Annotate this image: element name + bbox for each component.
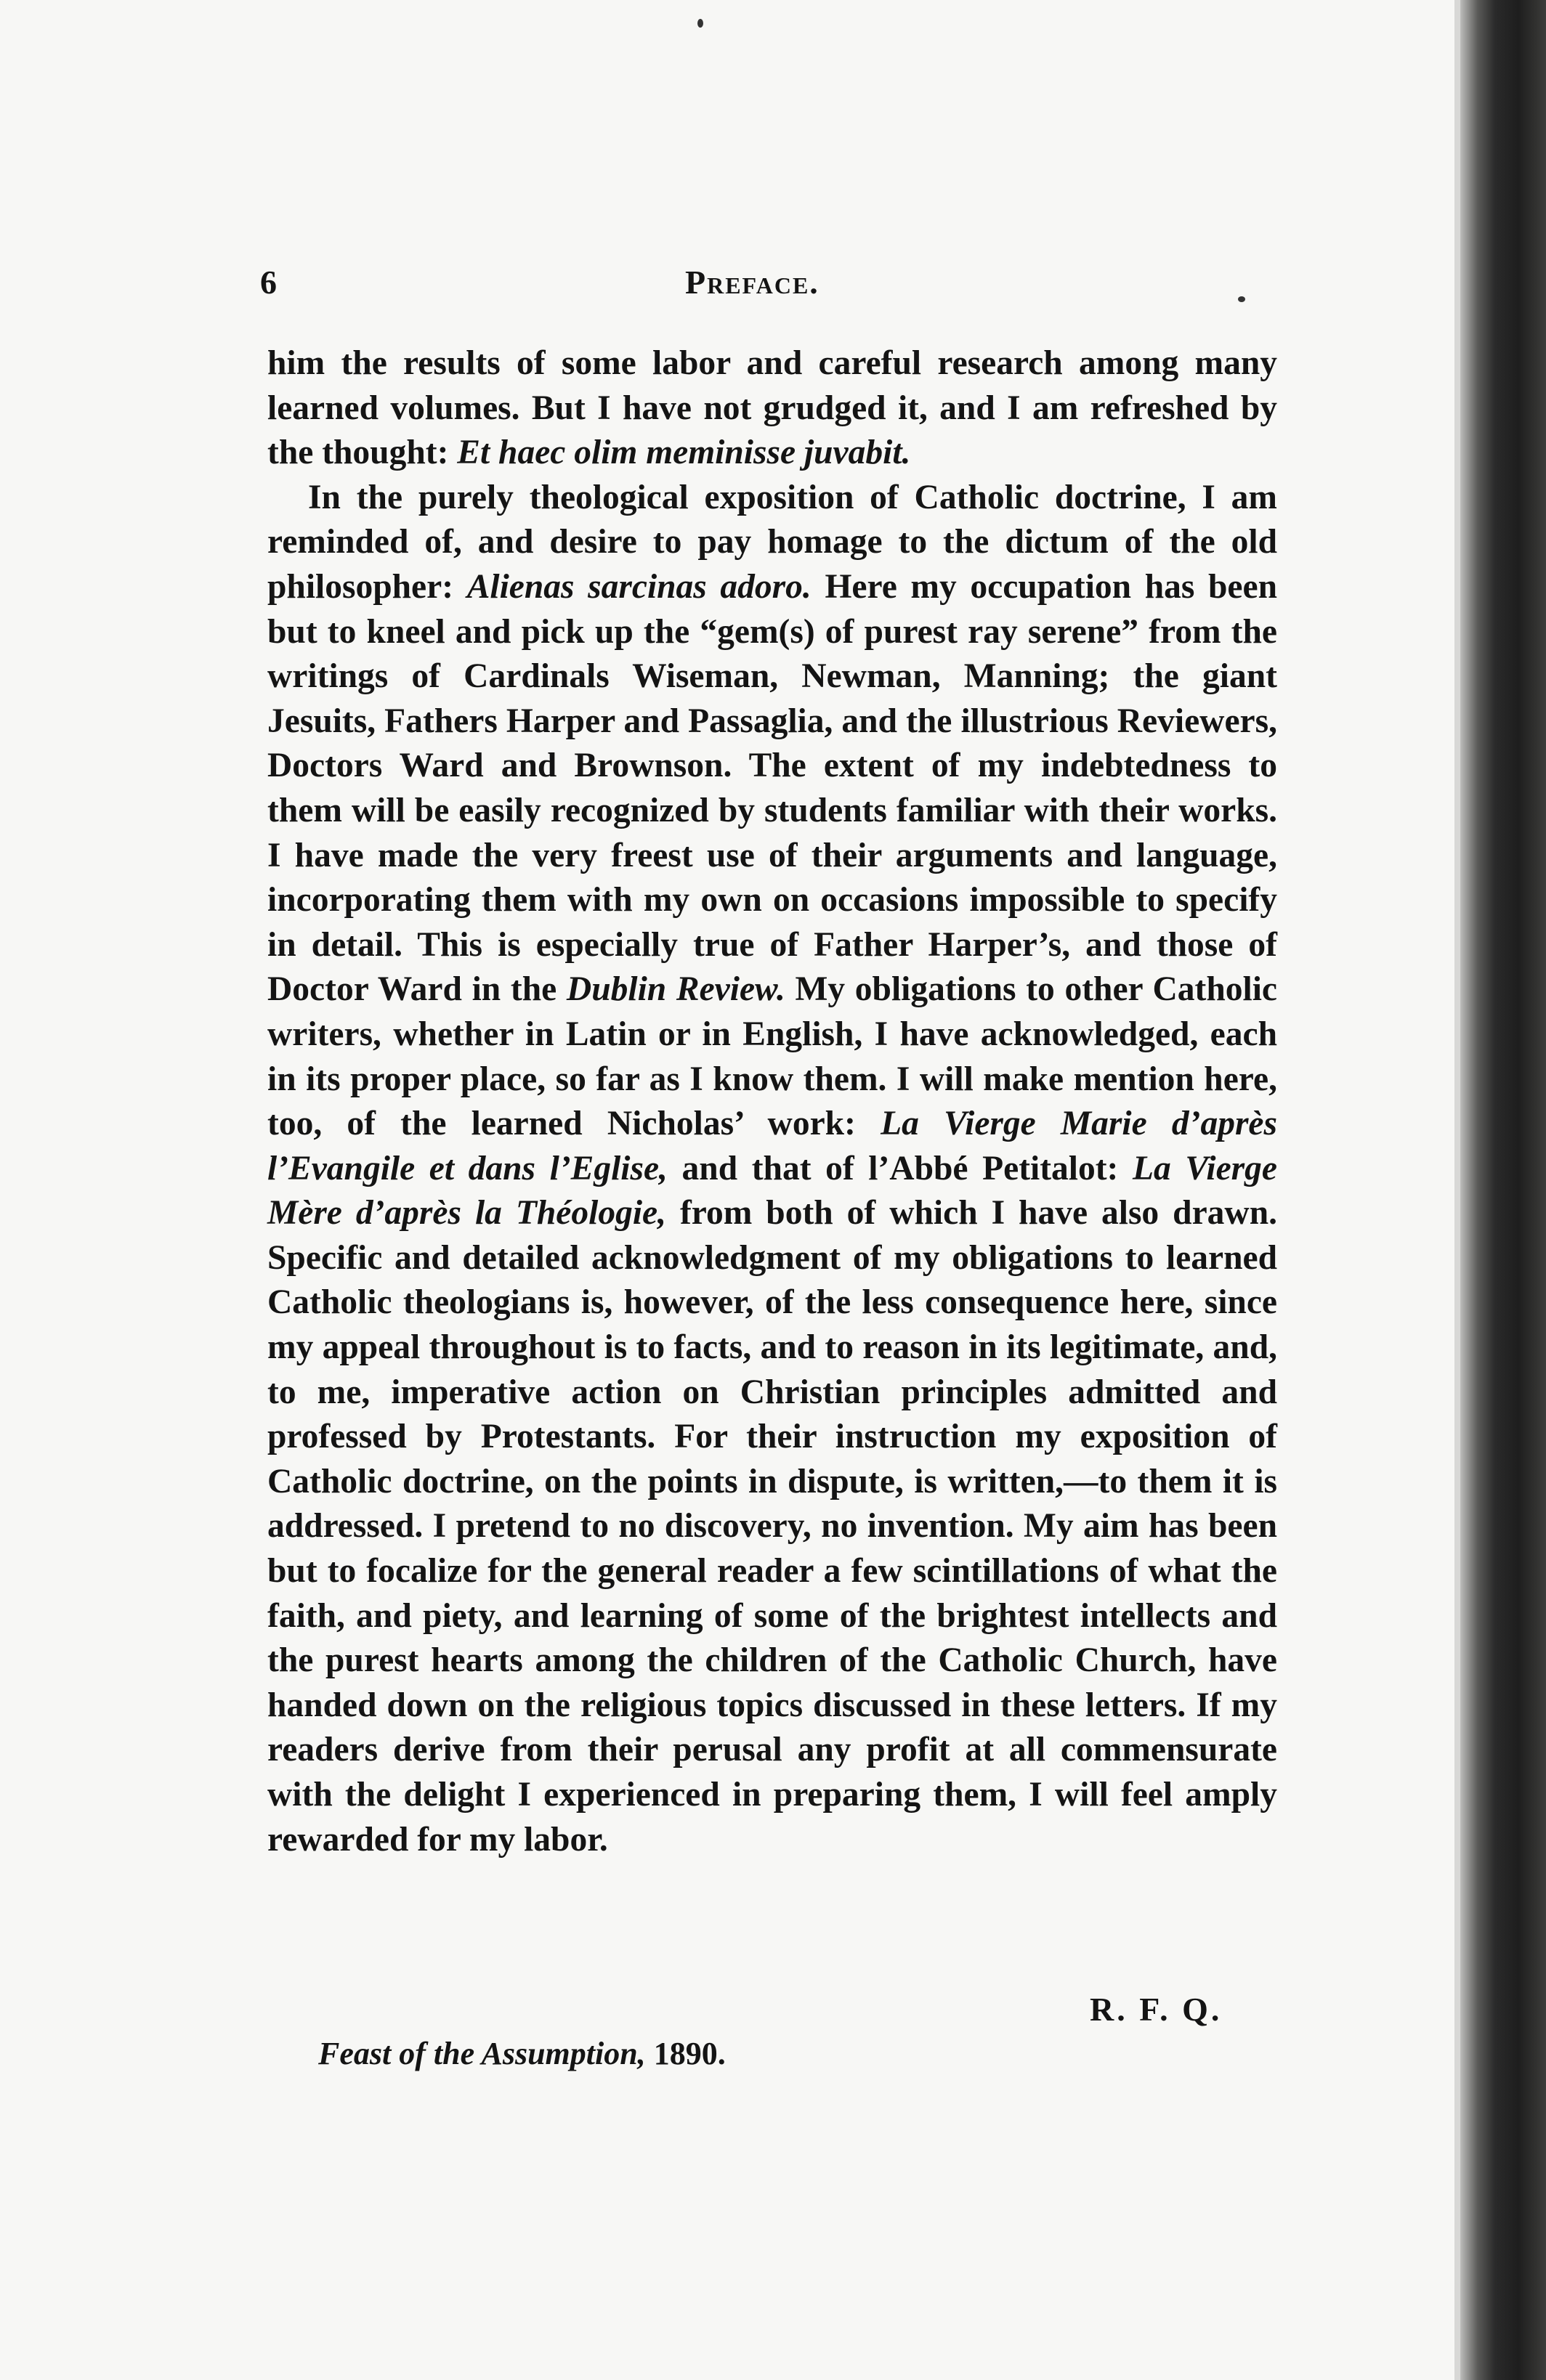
text-run: from both of which I have also drawn. Specific and detailed acknowledgment of my obligations to learned Catholic theologians is, however, of the less consequence here, since my appeal throughout is to facts, and to reason in its legitimate, and, to me, imperative action on Christian principles admitted and professed by Protestants. For their instruction my exposition of Catholic doctrine, on the points in dispute, is written,—to them it is addressed. I pretend to no discovery, no invention. My aim has been but to focalize for the general reader a few scintillations of what the faith, and piety, and learning of some of the brightest intellects and the purest hearts among the children of the Catholic Church, have handed down on the religious topics discussed in these letters. If my readers derive from their perusal any profit at all commensurate with the delight I experienced in preparing them, I will feel amply rewarded for my labor. <box>267 1194 1277 1859</box>
running-head <box>260 263 1306 314</box>
text-run: and that of l’Abbé Petitalot: <box>667 1149 1133 1187</box>
preface-body <box>267 341 1277 1862</box>
italic-phrase: Et haec olim meminisse juvabit. <box>457 434 911 472</box>
print-speck <box>697 19 703 28</box>
author-initials: R. F. Q. <box>1090 1991 1223 2028</box>
paragraph <box>267 341 1277 476</box>
italic-phrase: La Vierge Marie d’après l’Evangile et dans l’Eglise, <box>267 1105 1277 1187</box>
page-number: 6 <box>260 264 277 301</box>
italic-phrase: Dublin Review. <box>566 970 785 1009</box>
dateline-year: 1890. <box>653 2036 726 2071</box>
book-edge <box>1460 0 1546 2380</box>
dateline <box>318 2035 726 2072</box>
text-run: My obligations to other Catholic writers, whether in Latin or in English, I have acknowledged, each in its proper place, so far as I know them. I will make mention here, too, of the learned Nicholas’ work: <box>267 970 1277 1143</box>
italic-phrase: Alienas sarcinas adoro. <box>466 567 812 606</box>
text-run: him the results of some labor and careful research among many learned volumes. But I have not grudged it, and I am refreshed by the thought: <box>267 344 1277 472</box>
italic-phrase: La Vierge Mère d’après la Théologie, <box>267 1149 1277 1232</box>
dateline-occasion: Feast of the Assumption, <box>318 2036 646 2071</box>
text-run: Here my occupation has been but to kneel and pick up the “gem(s) of purest ray serene” from the writings of Cardinals Wiseman, Newman, Manning; the giant Jesuits, Fathers Harper and Passaglia, and the illustrious Reviewers, Doctors Ward and Brownson. The extent of my indebtedness to them will be easily recognized by students familiar with their works. I have made the very freest use of their arguments and language, incorporating them with my own on occasions impossible to specify in detail. This is especially true of Father Harper’s, and those of Doctor Ward in the <box>267 567 1277 1009</box>
text-run: In the purely theological exposition of Catholic doctrine, I am reminded of, and desire to pay homage to the dictum of the old philosopher: <box>267 478 1277 606</box>
paragraph <box>267 476 1277 1862</box>
running-title: Preface. <box>685 264 819 301</box>
